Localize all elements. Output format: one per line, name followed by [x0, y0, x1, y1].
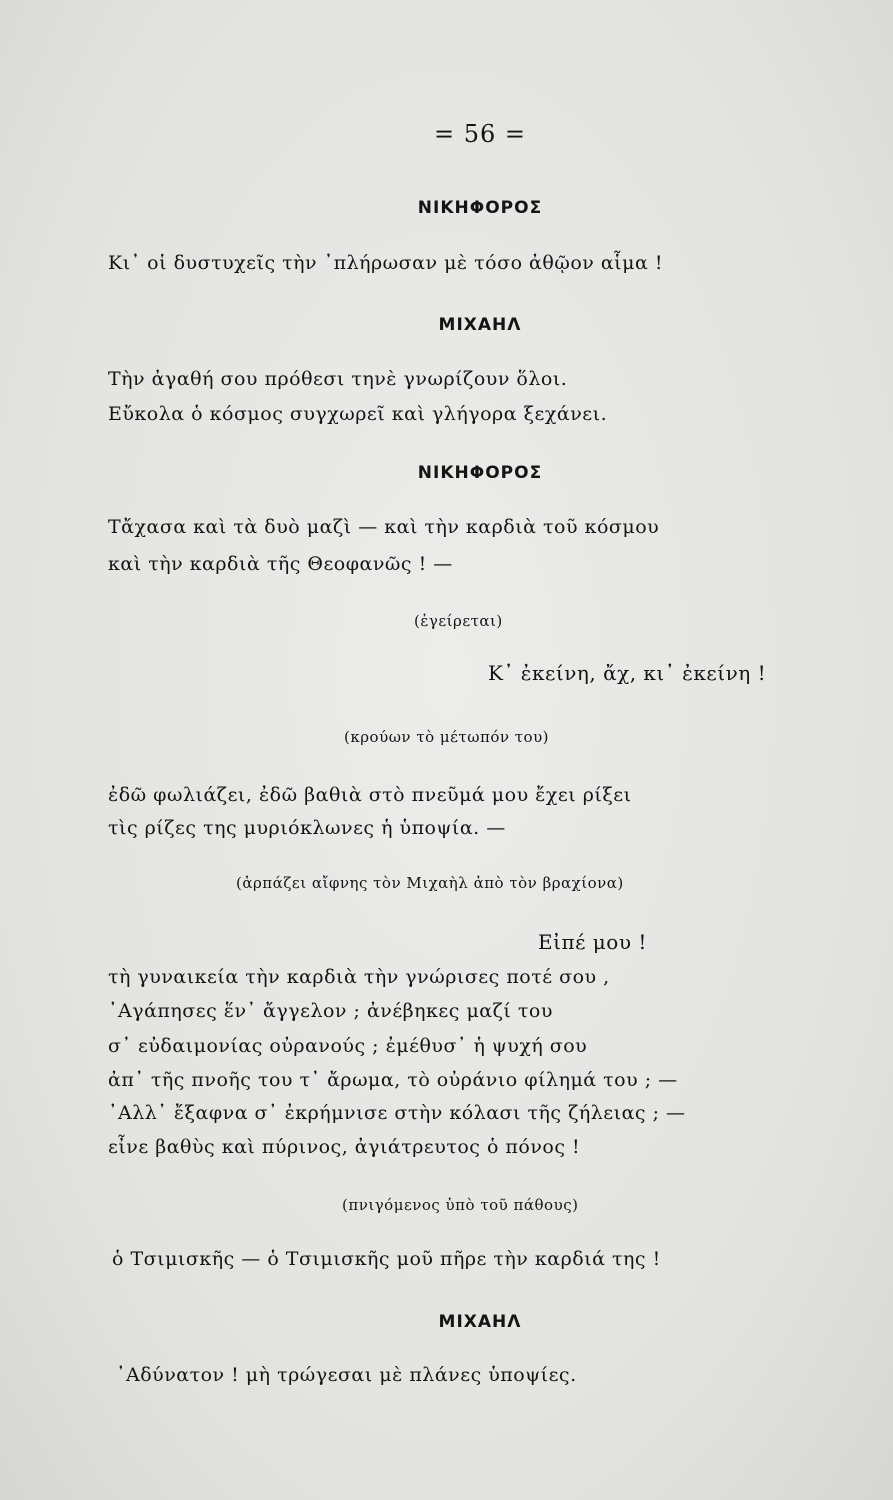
speaker-heading: ΝΙΚΗΦΟΡΟΣ: [417, 198, 543, 218]
speaker-heading: ΜΙΧΑΗΛ: [438, 1312, 522, 1332]
verse-line: Τἄχασα καὶ τὰ δυὸ μαζὶ — καὶ τὴν καρδιὰ τοῦ κόσμου: [108, 516, 660, 538]
verse-line: ᾽Αδύνατον ! μὴ τρώγεσαι μὲ πλάνες ὑποψίες.: [116, 1364, 577, 1386]
verse-line: τὶς ρίζες της μυριόκλωνες ἡ ὑποψία. —: [108, 817, 506, 839]
verse-line: ἀπ᾽ τῆς πνοῆς του τ᾽ ἄρωμα, τὸ οὐράνιο φίλημά του ; —: [108, 1069, 678, 1091]
verse-line: ᾽Αγάπησες ἕν᾽ ἄγγελον ; ἀνέβηκες μαζί του: [108, 1000, 553, 1022]
verse-line: σ᾽ εὐδαιμονίας οὐρανούς ; ἐμέθυσ᾽ ἡ ψυχή σου: [108, 1035, 588, 1057]
verse-line: Εἰπέ μου !: [538, 930, 647, 954]
page-number: = 56 =: [433, 120, 526, 148]
verse-line: καὶ τὴν καρδιὰ τῆς Θεοφανῶς ! —: [108, 553, 453, 575]
verse-line: τὴ γυναικεία τὴν καρδιὰ τὴν γνώρισες ποτέ σου ,: [108, 966, 610, 988]
verse-line: ἐδῶ φωλιάζει, ἐδῶ βαθιὰ στὸ πνεῦμά μου ἔχει ρίξει: [108, 784, 632, 806]
verse-line: ᾽Αλλ᾽ ἔξαφνα σ᾽ ἐκρήμνισε στὴν κόλασι τῆς ζήλειας ; —: [108, 1102, 686, 1124]
stage-direction: (ἁρπάζει αἴφνης τὸν Μιχαὴλ ἀπὸ τὸν βραχίονα): [236, 874, 624, 892]
stage-direction: (πνιγόμενος ὑπὸ τοῦ πάθους): [342, 1196, 579, 1214]
verse-line: Κ᾽ ἐκείνη, ἄχ, κι᾽ ἐκείνη !: [488, 661, 767, 685]
verse-line: Τὴν ἀγαθή σου πρόθεσι τηνὲ γνωρίζουν ὅλοι.: [108, 368, 568, 390]
verse-line: εἶνε βαθὺς καὶ πύρινος, ἀγιάτρευτος ὁ πόνος !: [108, 1136, 581, 1158]
verse-line: ὁ Τσιμισκῆς — ὁ Τσιμισκῆς μοῦ πῆρε τὴν καρδιά της !: [112, 1248, 661, 1270]
speaker-heading: ΜΙΧΑΗΛ: [438, 315, 522, 335]
stage-direction: (κρούων τὸ μέτωπόν του): [344, 728, 550, 746]
speaker-heading: ΝΙΚΗΦΟΡΟΣ: [417, 463, 543, 483]
stage-direction: (ἐγείρεται): [414, 612, 503, 630]
verse-line: Εὔκολα ὁ κόσμος συγχωρεῖ καὶ γλήγορα ξεχάνει.: [108, 403, 608, 425]
verse-line: Κι᾽ οἱ δυστυχεῖς τὴν ᾽πλήρωσαν μὲ τόσο ἀθῷον αἷμα !: [108, 252, 663, 274]
